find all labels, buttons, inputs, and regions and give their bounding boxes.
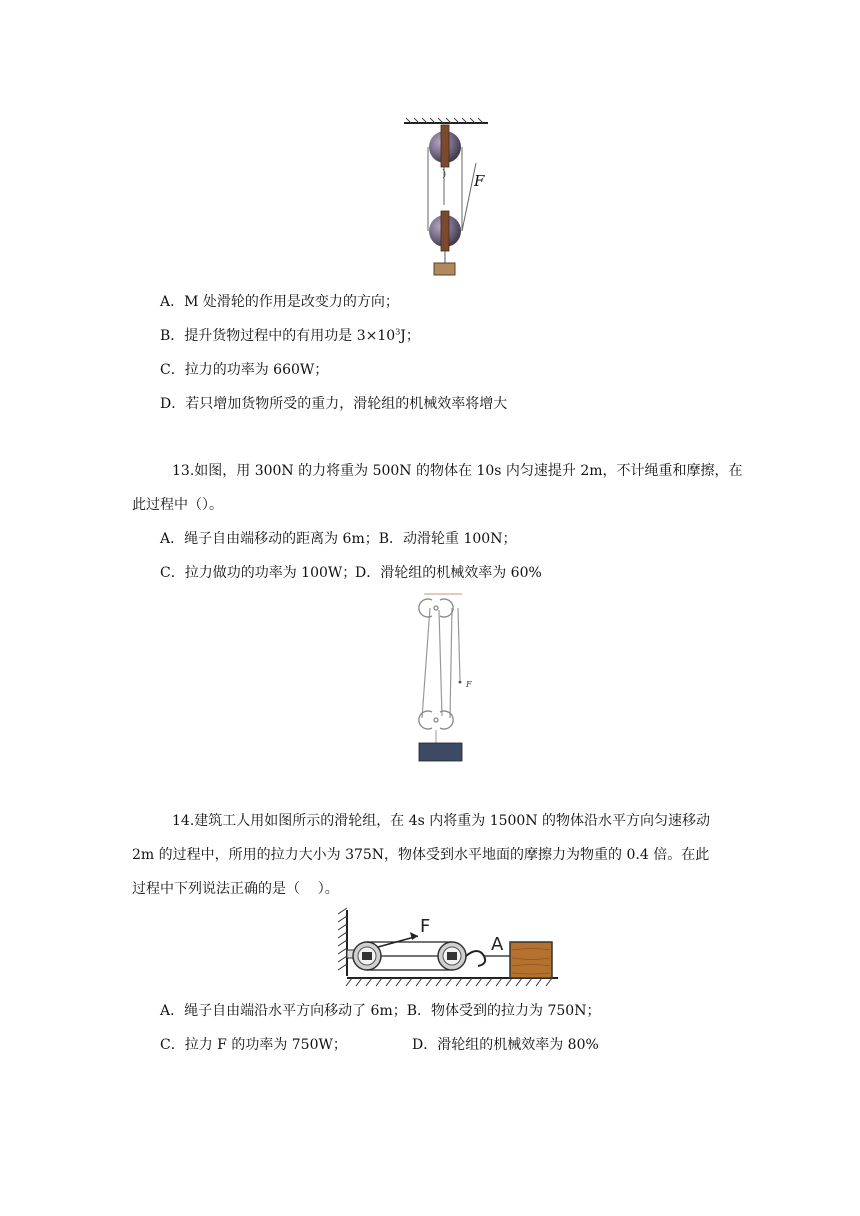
q12-option-b-text: B．提升货物过程中的有用功是 3×10 xyxy=(160,328,396,344)
q12-option-c: C．拉力的功率为 660W； xyxy=(160,362,329,378)
wooden-block xyxy=(510,942,552,978)
q13-option-c: C．拉力做功的功率为 100W； xyxy=(160,565,357,581)
force-label-F: F xyxy=(466,680,472,689)
q13-options-ab: A．绳子自由端移动的距离为 6m；B．动滑轮重 100N； xyxy=(160,531,517,547)
q14-stem-line-3: 过程中下列说法正确的是（ ）。 xyxy=(132,881,339,897)
ground-hatch xyxy=(346,978,552,986)
q14-stem-line-1: 14.建筑工人用如图所示的滑轮组，在 4s 内将重为 1500N 的物体沿水平方向匀速移动 xyxy=(172,813,711,829)
load-block xyxy=(434,263,455,275)
hook-icon xyxy=(466,951,485,966)
q12-option-b-unit: J； xyxy=(400,328,420,344)
movable-pulley xyxy=(419,711,453,729)
q13-option-d: D．滑轮组的机械效率为 60% xyxy=(355,565,542,581)
load-block xyxy=(419,743,462,761)
q12-option-b-exponent: 3 xyxy=(395,327,401,337)
q12-option-d: D．若只增加货物所受的重力，滑轮组的机械效率将增大 xyxy=(160,396,508,412)
q12-option-b xyxy=(160,327,420,345)
q12-pulley-figure xyxy=(398,115,494,280)
q14-pulley-figure xyxy=(334,906,560,994)
point-label-A: A xyxy=(491,934,504,955)
movable-pulley-bracket xyxy=(441,211,449,251)
fixed-pulley xyxy=(419,599,453,617)
q14-options-ab: A．绳子自由端沿水平方向移动了 6m；B．物体受到的拉力为 750N； xyxy=(160,1003,601,1019)
force-label-F: F xyxy=(420,916,431,937)
q14-option-d: D．滑轮组的机械效率为 80% xyxy=(412,1037,599,1053)
wall-hatch xyxy=(338,908,347,970)
q13-stem-line-2: 此过程中（）。 xyxy=(132,497,223,513)
rope xyxy=(422,608,460,718)
q13-pulley-figure xyxy=(410,590,480,764)
q14-stem-line-2: 2m 的过程中，所用的拉力大小为 375N，物体受到水平地面的摩擦力为物重的 0.4 倍。在此 xyxy=(132,847,710,863)
force-label-F: F xyxy=(474,172,485,190)
fixed-pulley-bracket xyxy=(441,125,449,167)
q14-option-c: C．拉力 F 的功率为 750W； xyxy=(160,1037,347,1053)
q12-option-a: A．M 处滑轮的作用是改变力的方向； xyxy=(160,294,399,310)
q13-stem-line-1: 13.如图，用 300N 的力将重为 500N 的物体在 10s 内匀速提升 2m，不计绳重和摩擦，在 xyxy=(172,463,743,479)
